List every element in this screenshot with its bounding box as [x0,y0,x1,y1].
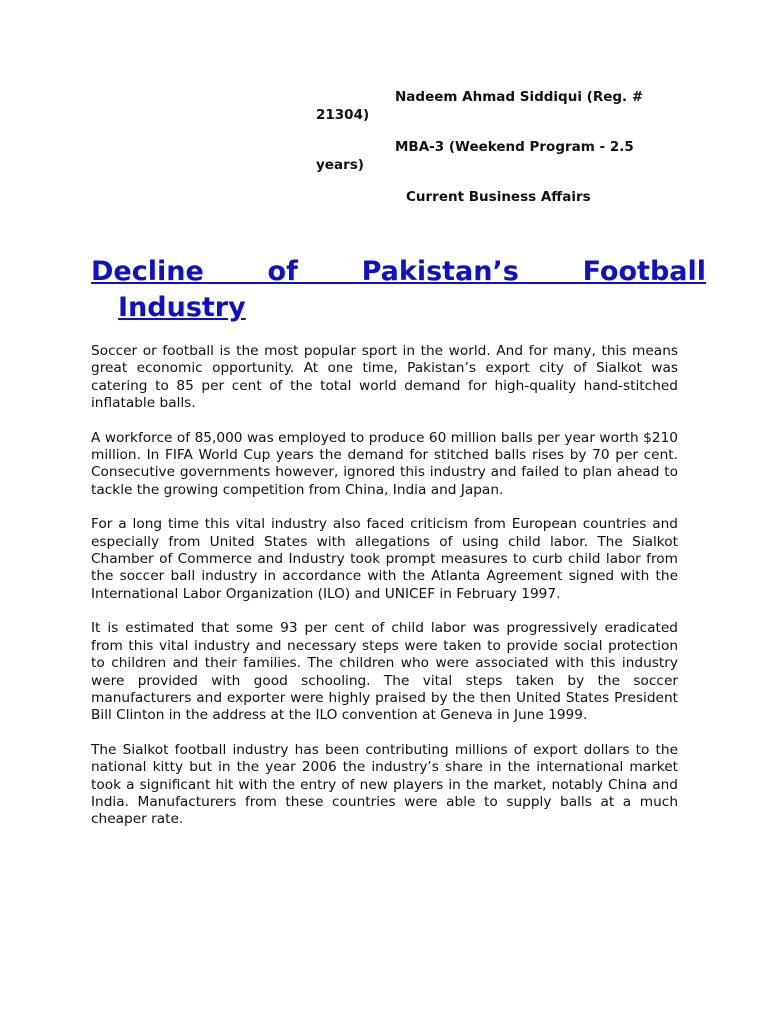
document-body [91,343,678,846]
title-line-2: Industry [118,292,246,323]
paragraph-4: It is estimated that some 93 per cent of child labor was progressively eradicated from this vital industry and necessary steps were taken to provide social protection to children and their families. The children who were associated with this industry were provided with good schooling. The vital steps taken by the soccer manufacturers and exporter were highly praised by the then United States President Bill Clinton in the address at the ILO convention at Geneva in June 1999. [91,620,678,724]
title-line-1: Decline of Pakistan’s Football [91,256,706,287]
paragraph-3: For a long time this vital industry also faced criticism from European countries and especially from United States with allegations of using child labor. The Sialkot Chamber of Commerce and Industry took prompt measures to curb child labor from the soccer ball industry in accordance with the Atlanta Agreement signed with the International Labor Organization (ILO) and UNICEF in February 1997. [91,516,678,602]
paragraph-2: A workforce of 85,000 was employed to produce 60 million balls per year worth $210 million. In FIFA World Cup years the demand for stitched balls rises by 70 per cent. Consecutive governments however, ignored this industry and failed to plan ahead to tackle the growing competition from China, India and Japan. [91,429,678,498]
paragraph-5: The Sialkot football industry has been contributing millions of export dollars to the national kitty but in the year 2006 the industry’s share in the international market took a significant hit with the entry of new players in the market, notably China and India. Manufacturers from these countries were able to supply balls at a much cheaper rate. [91,741,678,828]
document-title [91,254,706,326]
program-name: MBA-3 (Weekend Program - 2.5 years) [316,139,634,173]
author-header [316,88,646,206]
course-name: Current Business Affairs [406,189,591,205]
author-name: Nadeem Ahmad Siddiqui (Reg. # 21304) [316,89,644,123]
paragraph-1: Soccer or football is the most popular sport in the world. And for many, this means great economic opportunity. At one time, Pakistan’s export city of Sialkot was catering to 85 per cent of the total world demand for high-quality hand-stitched inflatable balls. [91,343,678,412]
